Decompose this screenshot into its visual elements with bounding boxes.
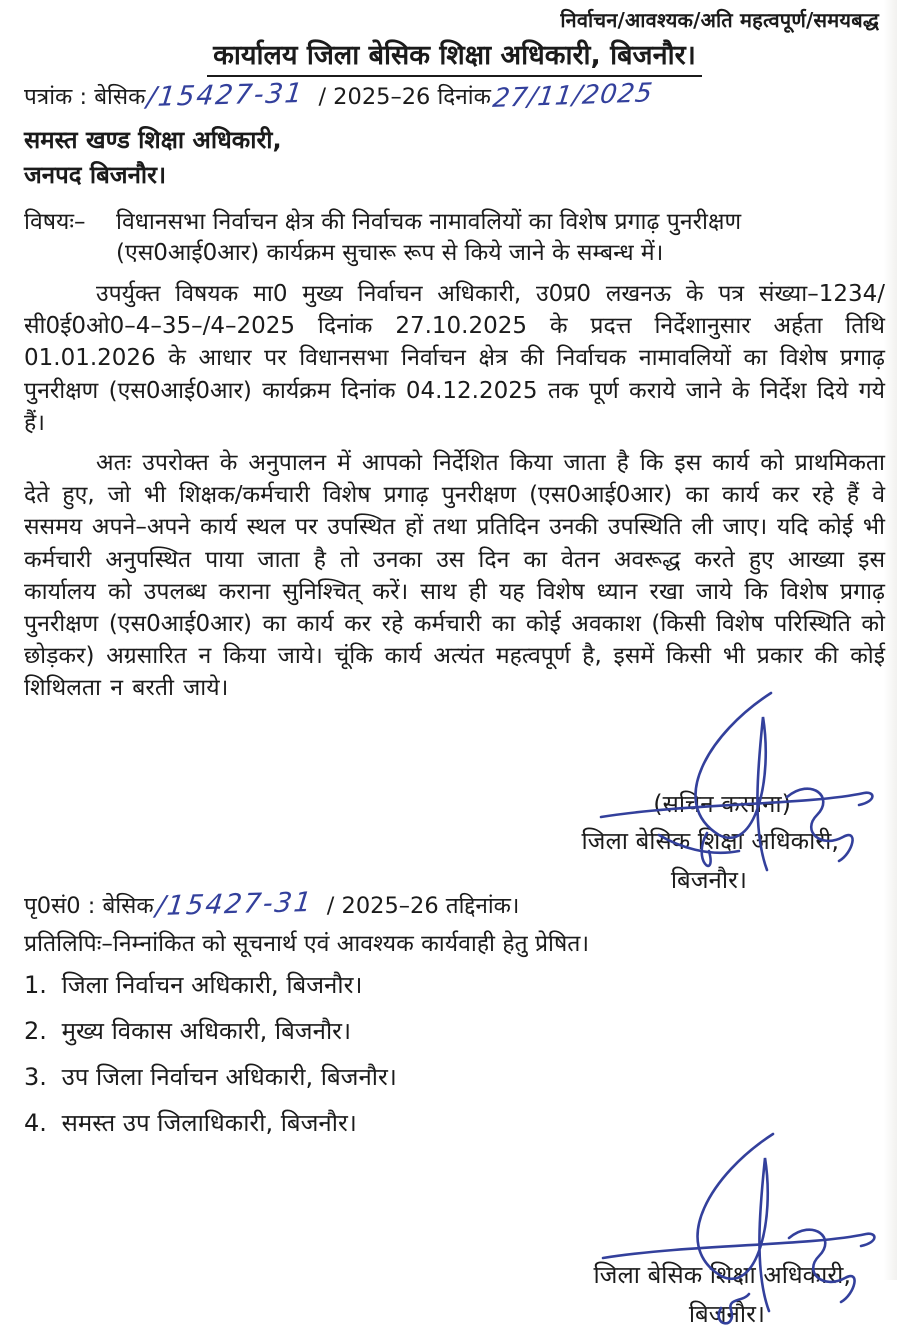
copy-list-item <box>24 1014 885 1047</box>
signatory-designation: जिला बेसिक शिक्षा अधिकारी, <box>581 826 839 855</box>
handwritten-ref-number: /15427-31 <box>145 77 307 114</box>
copy-item-number: 1. <box>24 970 47 999</box>
office-title: कार्यालय जिला बेसिक शिक्षा अधिकारी, बिजनौर। <box>207 35 702 77</box>
classification-line: निर्वाचन/आवश्यक/अति महत्वपूर्ण/समयबद्ध <box>560 8 879 32</box>
addressee-block <box>24 123 885 193</box>
endorsement-handwritten-ref: /15427-31 <box>153 886 315 922</box>
copy-list-item <box>24 1106 885 1139</box>
copy-item-text: जिला निर्वाचन अधिकारी, बिजनौर। <box>61 970 363 999</box>
signature-block-2 <box>24 1152 885 1330</box>
copy-list <box>24 968 885 1139</box>
endorsement-label: पृ0सं0 : बेसिक <box>24 892 154 919</box>
signatory2-place: बिजनौर। <box>688 1299 765 1328</box>
copy-list-item <box>24 1060 885 1093</box>
addressee-line-2: जनपद बिजनौर। <box>24 160 167 189</box>
copy-item-text: समस्त उप जिलाधिकारी, बिजनौर। <box>61 1108 357 1137</box>
copy-item-number: 2. <box>24 1016 47 1045</box>
letter-number-label: पत्रांक : बेसिक <box>24 84 146 110</box>
signatory2-designation: जिला बेसिक शिक्षा अधिकारी, <box>593 1260 851 1289</box>
copy-item-text: मुख्य विकास अधिकारी, बिजनौर। <box>61 1016 352 1045</box>
signatory-name: (सचिन कसाना) <box>653 789 791 818</box>
letter-number-line <box>24 77 885 114</box>
addressee-line-1: समस्त खण्ड शिक्षा अधिकारी, <box>24 126 282 154</box>
signatory-place: बिजनौर। <box>670 865 747 894</box>
letter-year-segment: / 2025–26 दिनांक <box>318 84 491 110</box>
subject-row <box>24 207 885 270</box>
subject-text: विधानसभा निर्वाचन क्षेत्र की निर्वाचक नामावलियों का विशेष प्रगाढ़ पुनरीक्षण (एस0आई0आर) कार्यक्रम सुचारू रूप से किये जाने के सम्बन्ध में। <box>116 208 742 267</box>
copy-list-item <box>24 968 885 1001</box>
signature-block-1 <box>24 707 885 894</box>
copy-item-number: 4. <box>24 1108 47 1137</box>
letterhead <box>24 35 885 77</box>
endorsement-year-segment: / 2025–26 तद्दिनांक। <box>326 892 520 919</box>
copy-item-number: 3. <box>24 1062 47 1091</box>
handwritten-date: 27/11/2025 <box>490 78 655 114</box>
copy-heading: प्रतिलिपिः–निम्नांकित को सूचनार्थ एवं आवश्यक कार्यवाही हेतु प्रेषित। <box>24 930 590 957</box>
subject-label: विषयः– <box>24 208 86 235</box>
body-paragraph-1: उपर्युक्त विषयक मा0 मुख्य निर्वाचन अधिकारी, उ0प्र0 लखनऊ के पत्र संख्या–1234/सी0ई0ओ0–4–35–/4–2025 दिनांक 27.10.2025 के प्रदत्त निर्देशानुसार अर्हता तिथि 01.01.2026 के आधार पर विधानसभा निर्वाचन क्षेत्र की निर्वाचक नामावलियों का विशेष प्रगाढ़ पुनरीक्षण (एस0आई0आर) कार्यक्रम दिनांक 04.12.2025 तक पूर्ण कराये जाने के निर्देश दिये गये हैं। <box>24 281 885 436</box>
body-paragraph-2: अतः उपरोक्त के अनुपालन में आपको निर्देशित किया जाता है कि इस कार्य को प्राथमिकता देते हुए, जो भी शिक्षक/कर्मचारी विशेष प्रगाढ़ पुनरीक्षण (एस0आई0आर) का कार्य कर रहे हैं वे ससमय अपने–अपने कार्य स्थल पर उपस्थित हों तथा प्रतिदिन उनकी उपस्थिति ली जाए। यदि कोई भी कर्मचारी अनुपस्थित पाया जाता है तो उनका उस दिन का वेतन अवरूद्ध करते हुए आख्या इस कार्यालय को उपलब्ध कराना सुनिश्चित् करें। साथ ही यह विशेष ध्यान रखा जाये कि विशेष प्रगाढ़ पुनरीक्षण (एस0आई0आर) का कार्य कर रहे कर्मचारी का कोई अवकाश (किसी विशेष परिस्थिति को छोड़कर) अग्रसारित न किया जाये। चूंकि कार्य अत्यंत महत्वपूर्ण है, इसमें किसी भी प्रकार की कोई शिथिलता न बरती जाये। <box>24 450 885 702</box>
copy-item-text: उप जिला निर्वाचन अधिकारी, बिजनौर। <box>61 1062 397 1091</box>
